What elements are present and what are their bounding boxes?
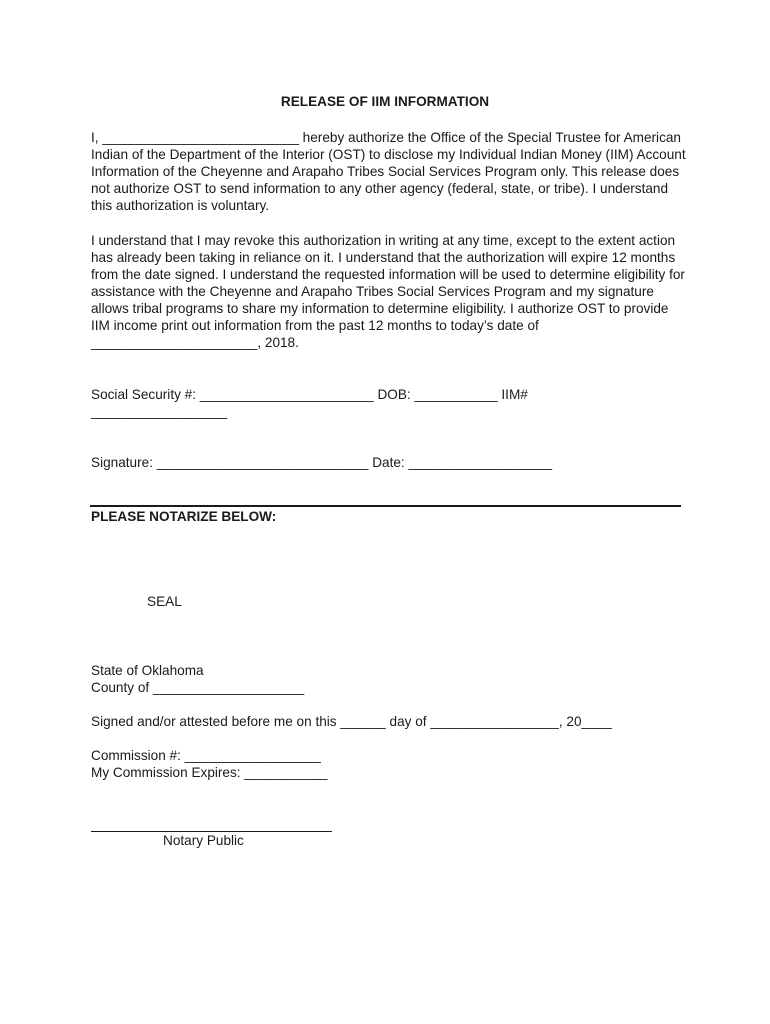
ssn-dob-iim-line: Social Security #: _______________________ DOB: ___________ IIM#	[91, 387, 528, 402]
section-divider	[90, 505, 681, 507]
iim-number-blank: __________________	[91, 404, 228, 419]
notarize-heading: PLEASE NOTARIZE BELOW:	[91, 509, 277, 524]
document-title: RELEASE OF IIM INFORMATION	[280, 94, 490, 109]
county-line: County of ____________________	[91, 680, 305, 695]
notary-signature-rule	[91, 831, 332, 832]
state-line: State of Oklahoma	[91, 663, 204, 678]
revocation-paragraph: I understand that I may revoke this authorization in writing at any time, except to the extent action has already been taking in reliance on it. I understand that the authorization will expire 12 months from the date signed. I understand the requested information will be used to determine eligibility for assistance with the Cheyenne and Arapaho Tribes Social Services Program and my signature allows tribal programs to share my information to determine eligibility. I authorize OST to provide IIM income print out information from the past 12 months to today’s date of ______________________, 2018.	[91, 233, 685, 350]
commission-number-line: Commission #: __________________	[91, 748, 321, 763]
authorization-paragraph: I, __________________________ hereby authorize the Office of the Special Trustee for American Indian of the Department of the Interior (OST) to disclose my Individual Indian Money (IIM) Account Information of the Cheyenne and Arapaho Tribes Social Services Program only. This release does not authorize OST to send information to any other agency (federal, state, or tribe). I understand this authorization is voluntary.	[91, 130, 686, 213]
seal-label: SEAL	[147, 594, 182, 609]
signature-date-line: Signature: ____________________________ Date: ___________________	[91, 455, 553, 470]
attested-line: Signed and/or attested before me on this ______ day of _________________, 20____	[91, 714, 612, 729]
commission-expires-line: My Commission Expires: ___________	[91, 765, 328, 780]
notary-public-label: Notary Public	[163, 833, 244, 848]
